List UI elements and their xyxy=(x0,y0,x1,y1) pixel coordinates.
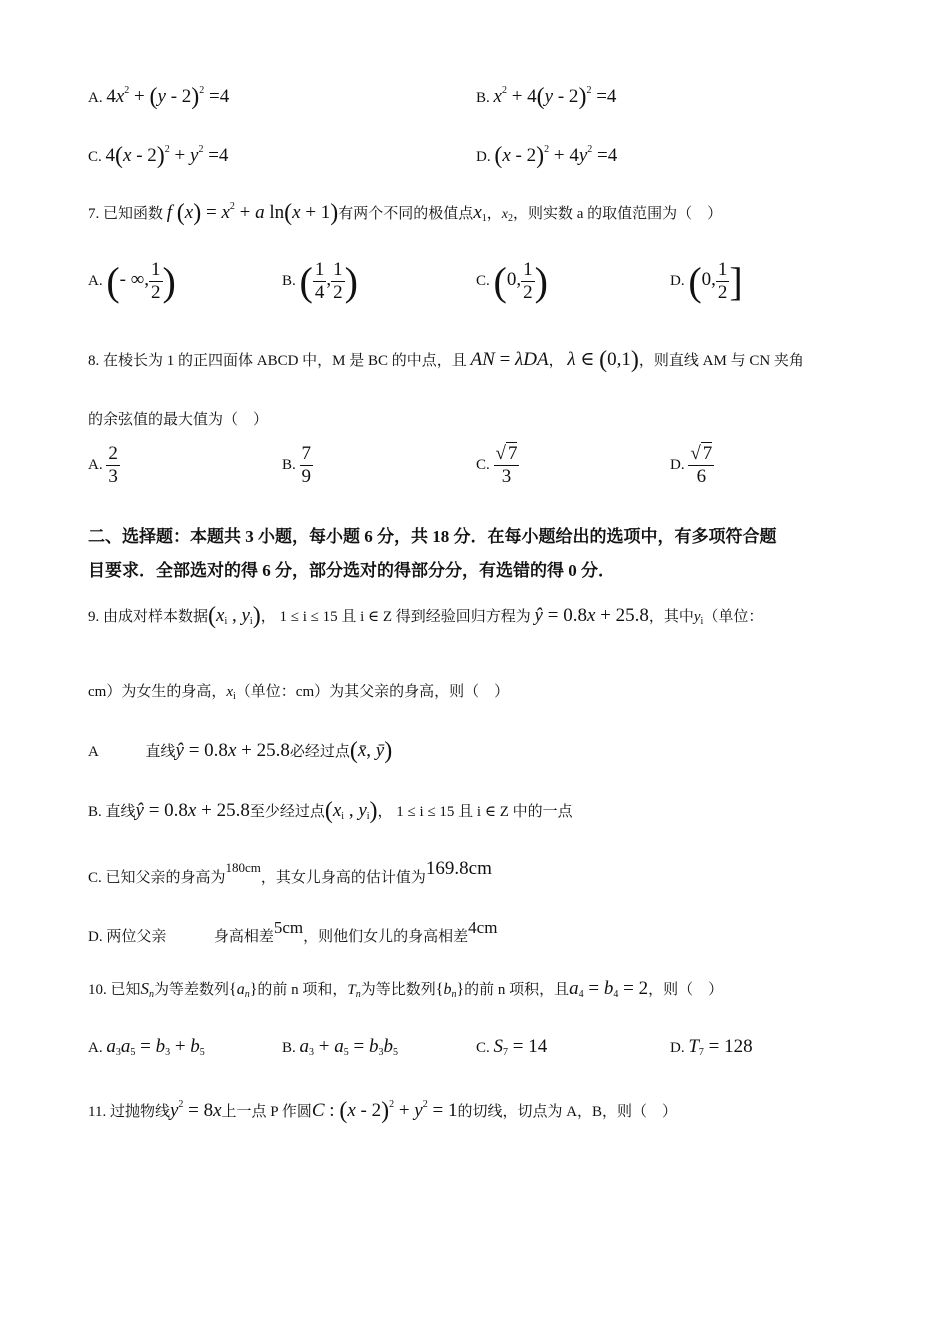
q6-b-formula: $x^2 + 4(y - 2)^2 =4$ xyxy=(493,84,617,110)
q10-option-d: D. $T_7 = 128$ xyxy=(670,1036,753,1058)
q9-stem: 9. 由成对样本数据($x_i$ , $y_i$)， 1 ≤ i ≤ 15 且 i ∈ Z 得到经验回归方程为 ŷ = 0.8x + 25.8，其中$y_i$（单位： xyxy=(88,603,764,629)
q10-option-a: A. $a_3a_5 = b_3 + b_5$ xyxy=(88,1036,205,1058)
q10-option-b: B. $a_3 + a_5 = b_3b_5$ xyxy=(282,1036,398,1058)
q7-function: f $(x) = x^2 + a$ ln(x + 1) xyxy=(166,200,339,226)
q8-option-c: C. $\frac{√ 7}{3}$ xyxy=(476,443,518,487)
q6-option-b: B. $x^2 + 4(y - 2)^2 =4$ xyxy=(476,84,617,110)
q8-option-d: D. $\frac{√ 7}{6}$ xyxy=(670,443,713,487)
q8-option-a: A. $\frac{2}{3}$ xyxy=(88,443,118,487)
q8-stem-line2: 的余弦值的最大值为（ ） xyxy=(88,412,269,428)
q6-d-formula: $(x - 2)^2 + 4y^2 =4$ xyxy=(494,143,618,169)
q9-option-d: D. 两位父亲 身高相差5cm，则他们女儿的身高相差4cm xyxy=(88,918,498,945)
q10-option-c: C. $S_7 = 14$ xyxy=(476,1036,548,1058)
q7-option-a: A. (- ∞, $\frac{1}{2}$ ) xyxy=(88,259,176,304)
q9-regression-equation: ŷ = 0.8x + 25.8 xyxy=(534,605,649,626)
q6-c-formula: $4(x - 2)^2 + y^2 =4$ xyxy=(105,143,229,169)
q6-a-formula: $4x^2 + (y - 2)^2 =4$ xyxy=(106,84,230,110)
q10-stem: 10. 已知$S_n$为等差数列$\{a_n\}$的前 n 项和，$T_n$为等比数列$\{b_n\}$的前 n 项积，且$a_4 = b_4 = 2$，则（ ） xyxy=(88,978,724,1000)
q7-option-d: D. (0, $\frac{1}{2}$ ] xyxy=(670,259,743,304)
q11-stem: 11. 过抛物线$y^2 = 8x$上一点 P 作圆C : $(x - 2)^2 + y^2 = 1$的切线，切点为 A，B，则（ ） xyxy=(88,1098,678,1124)
q7-stem: 7. 已知函数 f $(x) = x^2 + a$ ln(x + 1)有两个不同的极值点$x_1$，$x_2$，则实数 a 的取值范围为（ ） xyxy=(88,200,723,226)
q9-stem-line2: cm）为女生的身高，$x_i$（单位：cm）为其父亲的身高，则（ ） xyxy=(88,684,510,702)
section-2-heading: 二、选择题：本题共 3 小题，每小题 6 分，共 18 分．在每小题给出的选项中，有多项符合题 目要求．全部选对的得 6 分，部分选对的得部分分，有选错的得 0 分． xyxy=(88,527,777,580)
q6-option-d: D. $(x - 2)^2 + 4y^2 =4$ xyxy=(476,143,618,169)
q9-option-a: A 直线ŷ = 0.8x + 25.8必经过点(x̄, ȳ) xyxy=(88,738,393,764)
q8-stem: 8. 在棱长为 1 的正四面体 ABCD 中，M 是 BC 的中点，且 AN = λDA， λ ∈ (0,1)，则直线 AM 与 CN 夹角 xyxy=(88,347,804,373)
q9-option-c: C. 已知父亲的身高为180cm，其女儿身高的估计值为169.8cm xyxy=(88,858,492,886)
q8-option-b: B. $\frac{7}{9}$ xyxy=(282,443,312,487)
q6-option-c: C. $4(x - 2)^2 + y^2 =4$ xyxy=(88,143,229,169)
q9-option-b: B. 直线ŷ = 0.8x + 25.8至少经过点($x_i$ , $y_i$)， 1 ≤ i ≤ 15 且 i ∈ Z 中的一点 xyxy=(88,798,573,824)
q7-option-b: B. ( $\frac{1}{4}$ , $\frac{1}{2}$ ) xyxy=(282,259,358,304)
q8-lambda-range: λ ∈ (0,1) xyxy=(567,347,639,373)
q8-vector-relation: AN = λDA xyxy=(470,349,549,370)
q7-option-c: C. (0, $\frac{1}{2}$ ) xyxy=(476,259,548,304)
q6-option-a: A. $4x^2 + (y - 2)^2 =4$ xyxy=(88,84,230,110)
